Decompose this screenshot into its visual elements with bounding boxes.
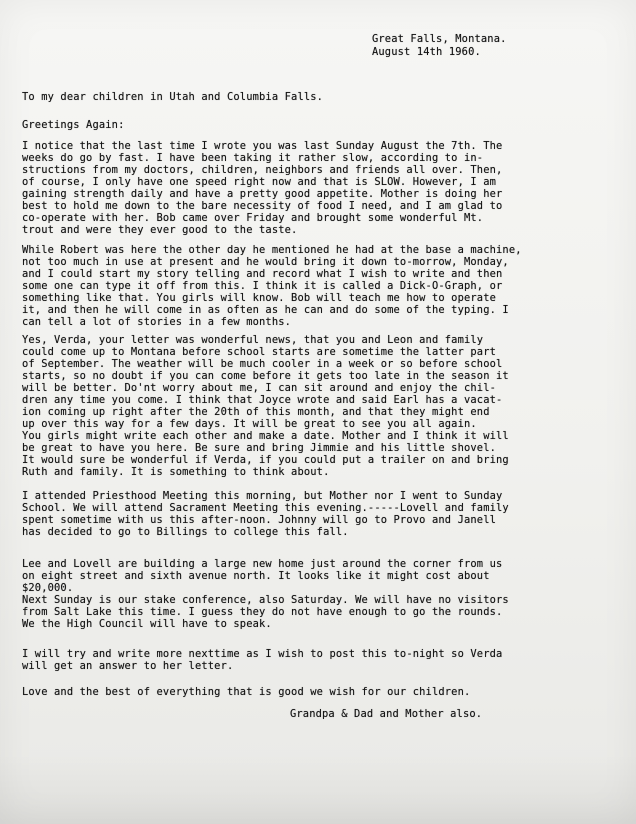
paragraph-line: has decided to go to Billings to college this fall. xyxy=(22,526,349,538)
paragraph-line: I will try and write more nexttime as I wish to post this to-night so Verda xyxy=(22,648,503,660)
paragraph-line: something like that. You girls will know. Bob will teach me how to operate xyxy=(22,292,497,304)
paragraph-line: from Salt Lake this time. I guess they do not have enough to go the rounds. xyxy=(22,606,503,618)
paragraph-line: will be better. Do'nt worry about me, I can sit around and enjoy the chil- xyxy=(22,382,497,394)
paragraph-new-home xyxy=(22,558,620,630)
paragraph-line: of course, I only have one speed right now and that is SLOW. However, I am xyxy=(22,176,497,188)
signature: Grandpa & Dad and Mother also. xyxy=(290,708,483,720)
paragraph-line: I attended Priesthood Meeting this morning, but Mother nor I went to Sunday xyxy=(22,490,503,502)
paragraph-line: gaining strength daily and have a pretty good appetite. Mother is doing her xyxy=(22,188,503,200)
paragraph-line: Yes, Verda, your letter was wonderful news, that you and Leon and family xyxy=(22,334,484,346)
paragraph-love xyxy=(22,686,620,698)
paragraph-line: School. We will attend Sacrament Meeting this evening.-----Lovell and family xyxy=(22,502,509,514)
paragraph-dictation-machine xyxy=(22,244,620,328)
paragraph-line: trout and were they ever good to the taste. xyxy=(22,224,298,236)
paragraph-line: of September. The weather will be much cooler in a week or so before school xyxy=(22,358,503,370)
paragraph-line: Love and the best of everything that is good we wish for our children. xyxy=(22,686,471,698)
paragraph-line: will get an answer to her letter. xyxy=(22,660,234,672)
paragraph-line: structions from my doctors, children, neighbors and friends all over. Then, xyxy=(22,164,503,176)
paragraph-line: I notice that the last time I wrote you was last Sunday August the 7th. The xyxy=(22,140,503,152)
paragraph-line: it, and then he will come in as often as he can and do some of the typing. I xyxy=(22,304,509,316)
paragraph-church-meetings xyxy=(22,490,620,538)
paragraph-line: be great to have you here. Be sure and bring Jimmie and his little shovel. xyxy=(22,442,497,454)
paragraph-line: You girls might write each other and make a date. Mother and I think it will xyxy=(22,430,509,442)
paragraph-line: up over this way for a few days. It will be great to see you all again. xyxy=(22,418,477,430)
paragraph-line: on eight street and sixth avenue north. It looks like it might cost about xyxy=(22,570,490,582)
paragraph-line: not too much in use at present and he would bring it down to-morrow, Monday, xyxy=(22,256,509,268)
paragraph-closing-note xyxy=(22,648,620,672)
greeting: Greetings Again: xyxy=(22,119,125,131)
paragraph-line: While Robert was here the other day he mentioned he had at the base a machine, xyxy=(22,244,522,256)
paragraph-line: weeks do go by fast. I have been taking it rather slow, according to in- xyxy=(22,152,484,164)
paragraph-line: some one can type it off from this. I think it is called a Dick-O-Graph, or xyxy=(22,280,503,292)
paragraph-line: could come up to Montana before school starts are sometime the latter part xyxy=(22,346,497,358)
paragraph-line: spent sometime with us this after-noon. Johnny will go to Provo and Janell xyxy=(22,514,497,526)
paragraph-line: Next Sunday is our stake conference, also Saturday. We will have no visitors xyxy=(22,594,509,606)
paragraph-line: can tell a lot of stories in a few months. xyxy=(22,316,292,328)
salutation: To my dear children in Utah and Columbia Falls. xyxy=(22,91,324,103)
letter-date: August 14th 1960. xyxy=(372,46,481,58)
paragraph-line: Ruth and family. It is something to think about. xyxy=(22,466,330,478)
paragraph-line: best to hold me down to the bare necessity of food I need, and I am glad to xyxy=(22,200,503,212)
paragraph-visit-plans xyxy=(22,334,620,478)
paragraph-line: Lee and Lovell are building a large new home just around the corner from us xyxy=(22,558,503,570)
paragraph-line: It would sure be wonderful if Verda, if you could put a trailer on and bring xyxy=(22,454,509,466)
paragraph-health xyxy=(22,140,620,236)
paragraph-line: dren any time you come. I think that Joyce wrote and said Earl has a vacat- xyxy=(22,394,503,406)
paragraph-line: ion coming up right after the 20th of this month, and that they might end xyxy=(22,406,490,418)
paragraph-line: We the High Council will have to speak. xyxy=(22,618,272,630)
paragraph-line: $20,000. xyxy=(22,582,74,594)
paragraph-line: and I could start my story telling and record what I wish to write and then xyxy=(22,268,503,280)
paragraph-line: starts, so no doubt if you can come before it gets too late in the season it xyxy=(22,370,509,382)
paragraph-line: co-operate with her. Bob came over Friday and brought some wonderful Mt. xyxy=(22,212,484,224)
letter-place: Great Falls, Montana. xyxy=(372,33,507,45)
